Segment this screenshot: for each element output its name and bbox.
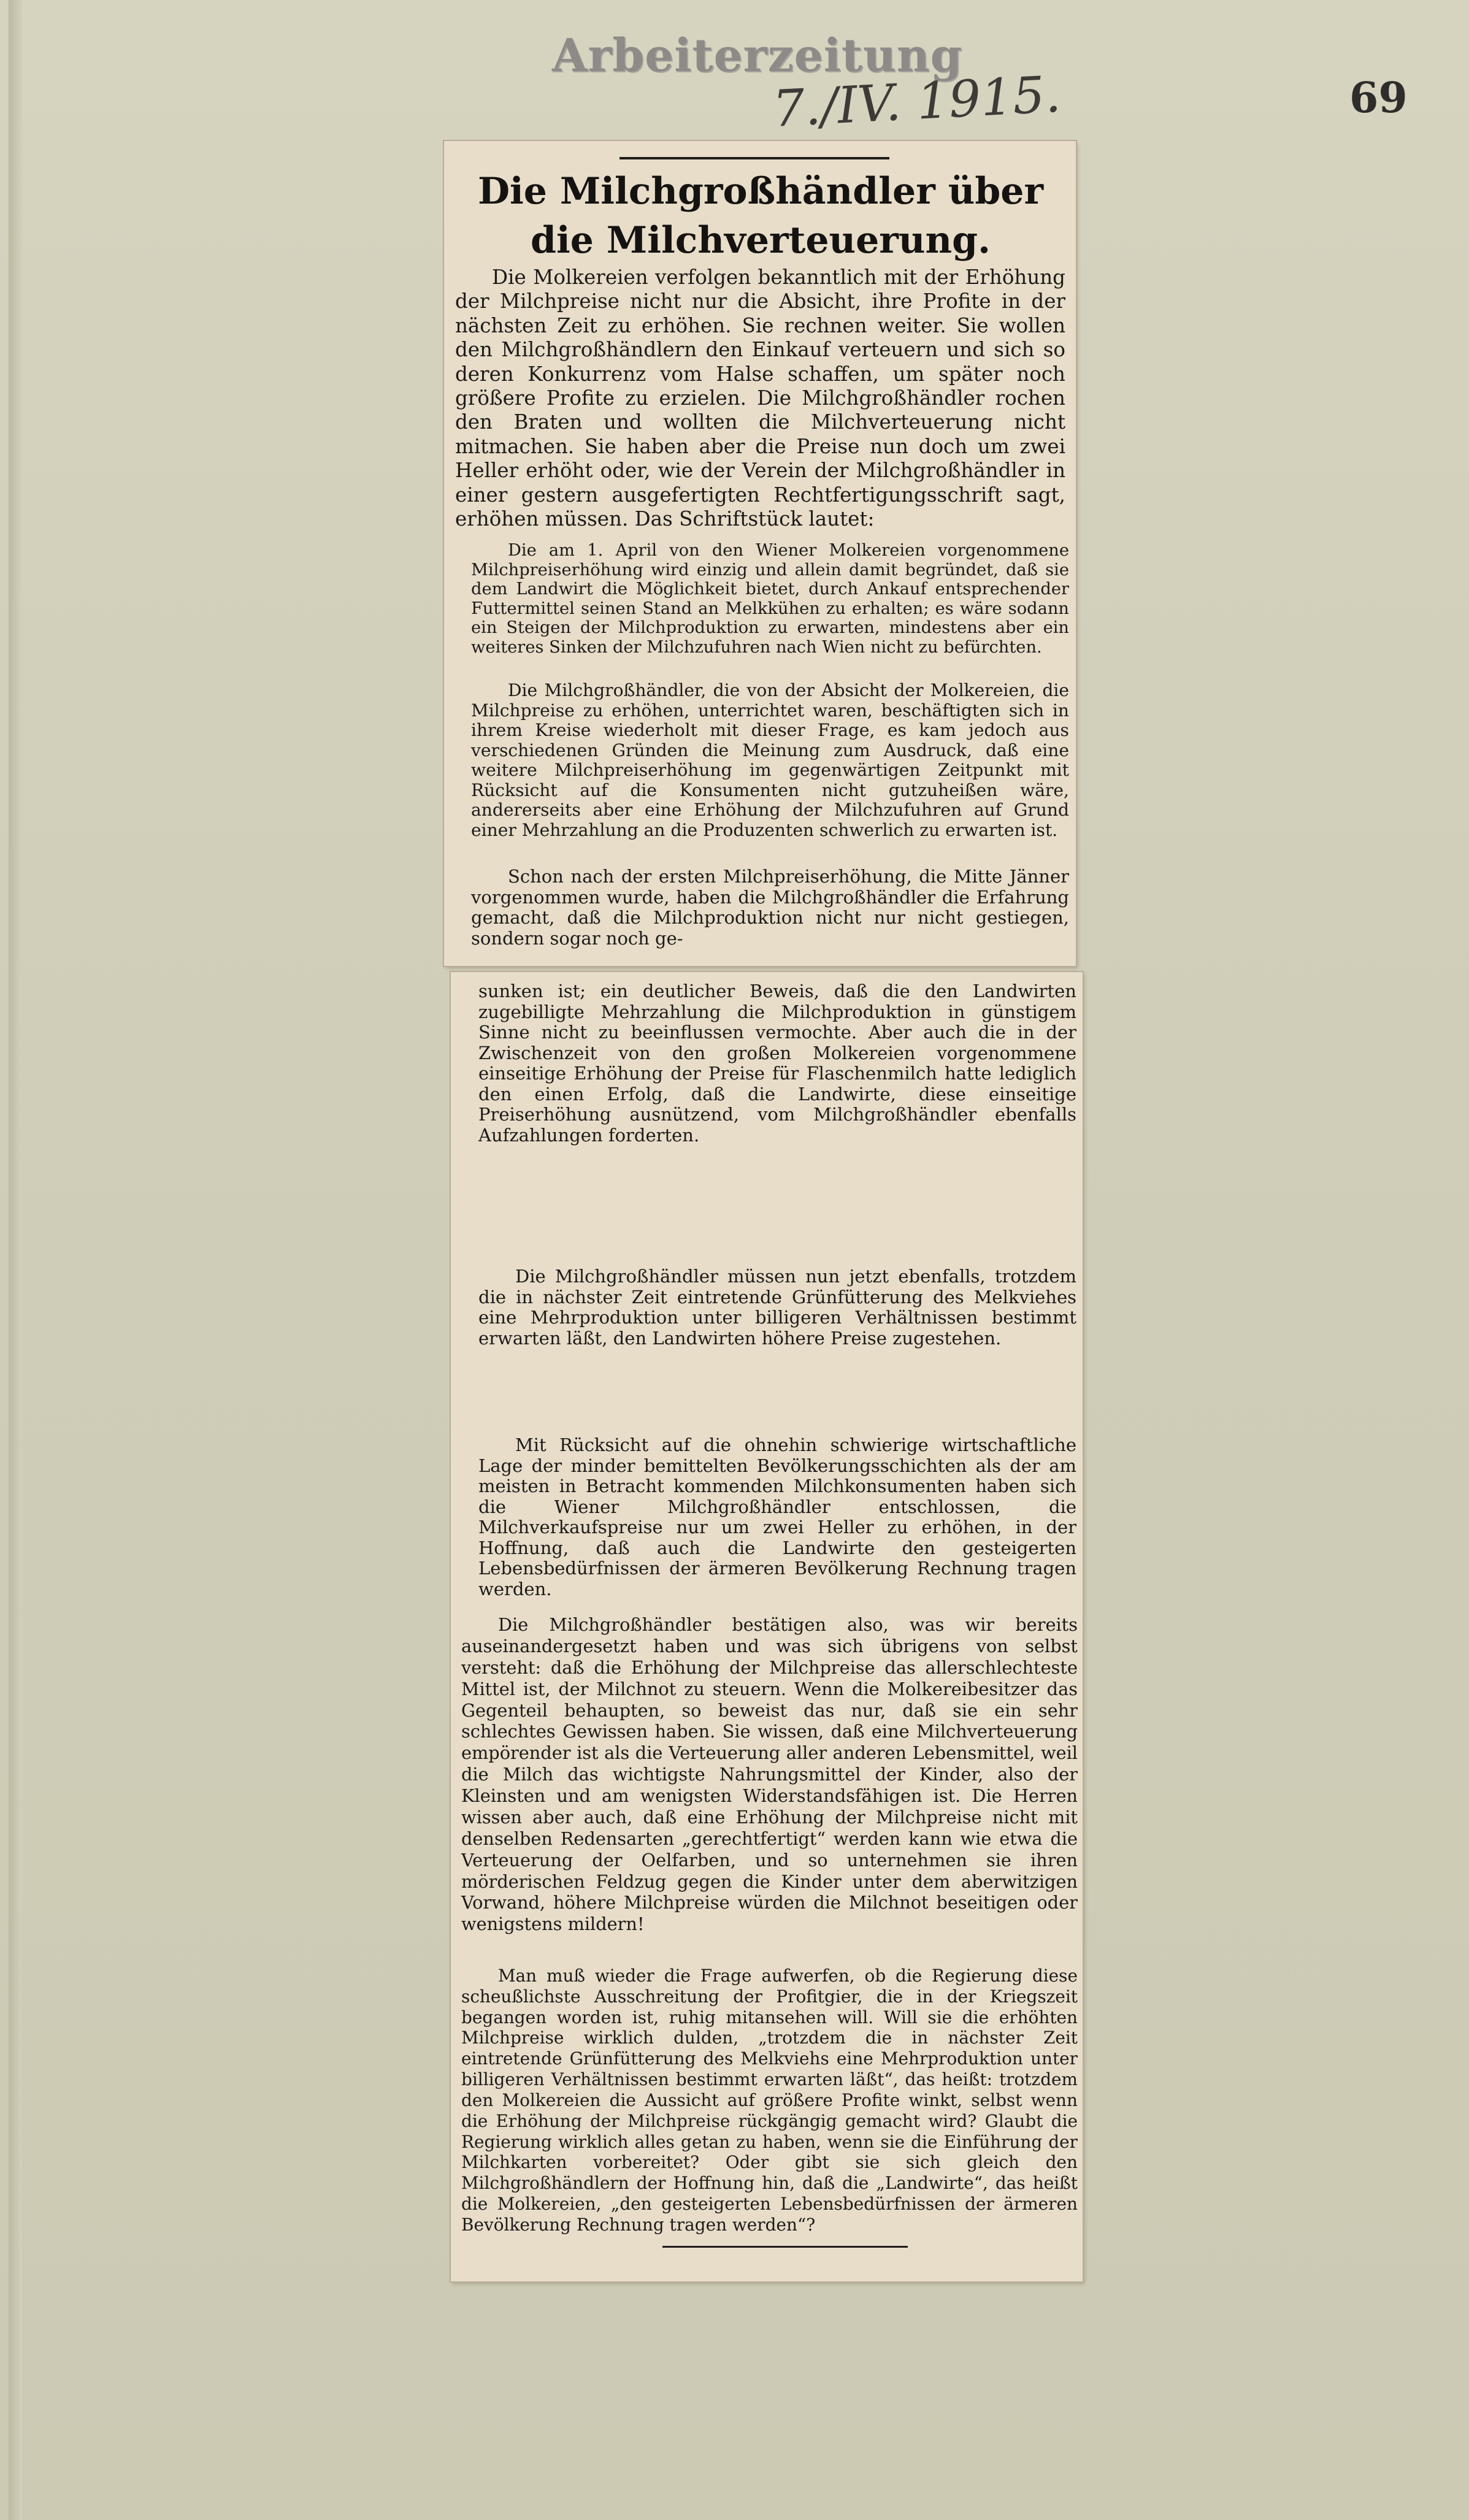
quoted-paragraph: Die Milchgroßhändler müssen nun jetzt ebenfalls, trotzdem die in nächster Zeit eintretende Grünfütterung des Melkviehes eine Mehrproduktion unter billigeren Verhältnissen bestimmt erwarten läßt, den Landwirten höhere Preise zugestehen. [478, 1266, 1076, 1349]
article-end-rule [662, 2246, 908, 2248]
quoted-paragraph: sunken ist; ein deutlicher Beweis, daß die den Landwirten zugebilligte Mehrzahlung die Milchproduktion in günstigem Sinne nicht zu beeinflussen vermochte. Aber auch die in der Zwischenzeit von den großen Molkereien vorgenommene einseitige Erhöhung der Preise für Flaschenmilch hatte lediglich den einen Erfolg, daß die Landwirte, diese einseitige Preiserhöhung ausnützend, vom Milchgroßhändler ebenfalls Aufzahlungen forderten. [478, 981, 1076, 1146]
article-paragraph: Die Milchgroßhändler bestätigen also, was wir bereits auseinandergesetzt haben und was sich übrigens von selbst versteht: daß die Erhöhung der Milchpreise das allerschlechteste Mittel ist, der Milchnot zu steuern. Wenn die Molkereibesitzer das Gegenteil behaupten, so beweist das nur, daß sie ein sehr schlechtes Gewissen haben. Sie wissen, daß eine Milchverteuerung empörender ist als die Verteuerung aller anderen Lebensmittel, weil die Milch das wichtigste Nahrungsmittel der Kinder, also der Kleinsten und am wenigsten Widerstandsfähigen ist. Die Herren wissen aber auch, daß eine Erhöhung der Milchpreise nicht mit denselben Redensarten „gerechtfertigt“ werden kann wie etwa die Verteuerung der Oelfarben, und so unternehmen sie ihren mörderischen Feldzug gegen die Kinder unter dem aberwitzigen Vorwand, höhere Milchpreise würden die Milchnot beseitigen oder wenigstens mildern! [461, 1614, 1078, 1935]
article-paragraph: Die Molkereien verfolgen bekanntlich mit der Erhöhung der Milchpreise nicht nur die Absicht, ihre Profite in der nächsten Zeit zu erhöhen. Sie rechnen weiter. Sie wollen den Milchgroßhändlern den Einkauf verteuern und sich so deren Konkurrenz vom Halse schaffen, um später noch größere Profite zu erzielen. Die Milchgroßhändler rochen den Braten und wollten die Milchverteuerung nicht mitmachen. Sie haben aber die Preise nun doch um zwei Heller erhöht oder, wie der Verein der Milchgroßhändler in einer gestern ausgefertigten Rechtfertigungsschrift sagt, erhöhen müssen. Das Schriftstück lautet: [455, 266, 1065, 531]
title-top-rule [619, 157, 889, 159]
page-number: 69 [1349, 74, 1408, 123]
article-title: Die Milchgroßhändler über die Milchverteuerung. [477, 170, 1044, 262]
quoted-paragraph: Die am 1. April von den Wiener Molkereien vorgenommene Milchpreiserhöhung wird einzig und allein damit begründet, daß sie dem Landwirt die Möglichkeit bietet, durch Ankauf entsprechender Futtermittel seinen Stand an Melkkühen zu erhalten; es wäre sodann ein Steigen der Milchproduktion zu erwarten, mindestens aber ein weiteres Sinken der Milchzufuhren nach Wien nicht zu befürchten. [471, 541, 1069, 657]
handwritten-date: 7./IV. 1915. [771, 65, 1062, 139]
newspaper-stamp: Arbeiterzeitung [552, 29, 963, 82]
quoted-paragraph: Schon nach der ersten Milchpreiserhöhung, die Mitte Jänner vorgenommen wurde, haben die Milchgroßhändler die Erfahrung gemacht, daß die Milchproduktion nicht nur nicht gestiegen, sondern sogar noch ge- [471, 866, 1069, 949]
sheet-binding-edge [9, 0, 22, 2520]
quoted-paragraph: Mit Rücksicht auf die ohnehin schwierige wirtschaftliche Lage der minder bemittelten Bevölkerungsschichten als der am meisten in Betracht kommenden Milchkonsumenten haben sich die Wiener Milchgroßhändler entschlossen, die Milchverkaufspreise nur um zwei Heller zu erhöhen, in der Hoffnung, daß auch die Landwirte den gesteigerten Lebensbedürfnissen der ärmeren Bevölkerung Rechnung tragen werden. [478, 1434, 1076, 1599]
quoted-paragraph: Die Milchgroßhändler, die von der Absicht der Molkereien, die Milchpreise zu erhöhen, unterrichtet waren, beschäftigten sich in ihrem Kreise wiederholt mit dieser Frage, es kam jedoch aus verschiedenen Gründen die Meinung zum Ausdruck, daß eine weitere Milchpreiserhöhung im gegenwärtigen Zeitpunkt mit Rücksicht auf die Konsumenten nicht gutzuheißen wäre, andererseits aber eine Erhöhung der Milchzufuhren auf Grund einer Mehrzahlung an die Produzenten schwerlich zu erwarten ist. [471, 680, 1069, 840]
article-paragraph: Man muß wieder die Frage aufwerfen, ob die Regierung diese scheußlichste Ausschreitung der Profitgier, die in der Kriegszeit begangen worden ist, ruhig mitansehen will. Will sie die erhöhten Milchpreise wirklich dulden, „trotzdem die in nächster Zeit eintretende Grünfütterung des Melkviehs eine Mehrproduktion unter billigeren Verhältnissen bestimmt erwarten läßt“, das heißt: trotzdem den Molkereien die Aussicht auf größere Profite winkt, selbst wenn die Erhöhung der Milchpreise rückgängig gemacht wird? Glaubt die Regierung wirklich alles getan zu haben, wenn sie die Einführung der Milchkarten vorbereitet? Oder gibt sie sich gleich den Milchgroßhändlern der Hoffnung hin, daß die „Landwirte“, das heißt die Molkereien, „den gesteigerten Lebensbedürfnissen der ärmeren Bevölkerung Rechnung tragen werden“? [461, 1966, 1078, 2235]
